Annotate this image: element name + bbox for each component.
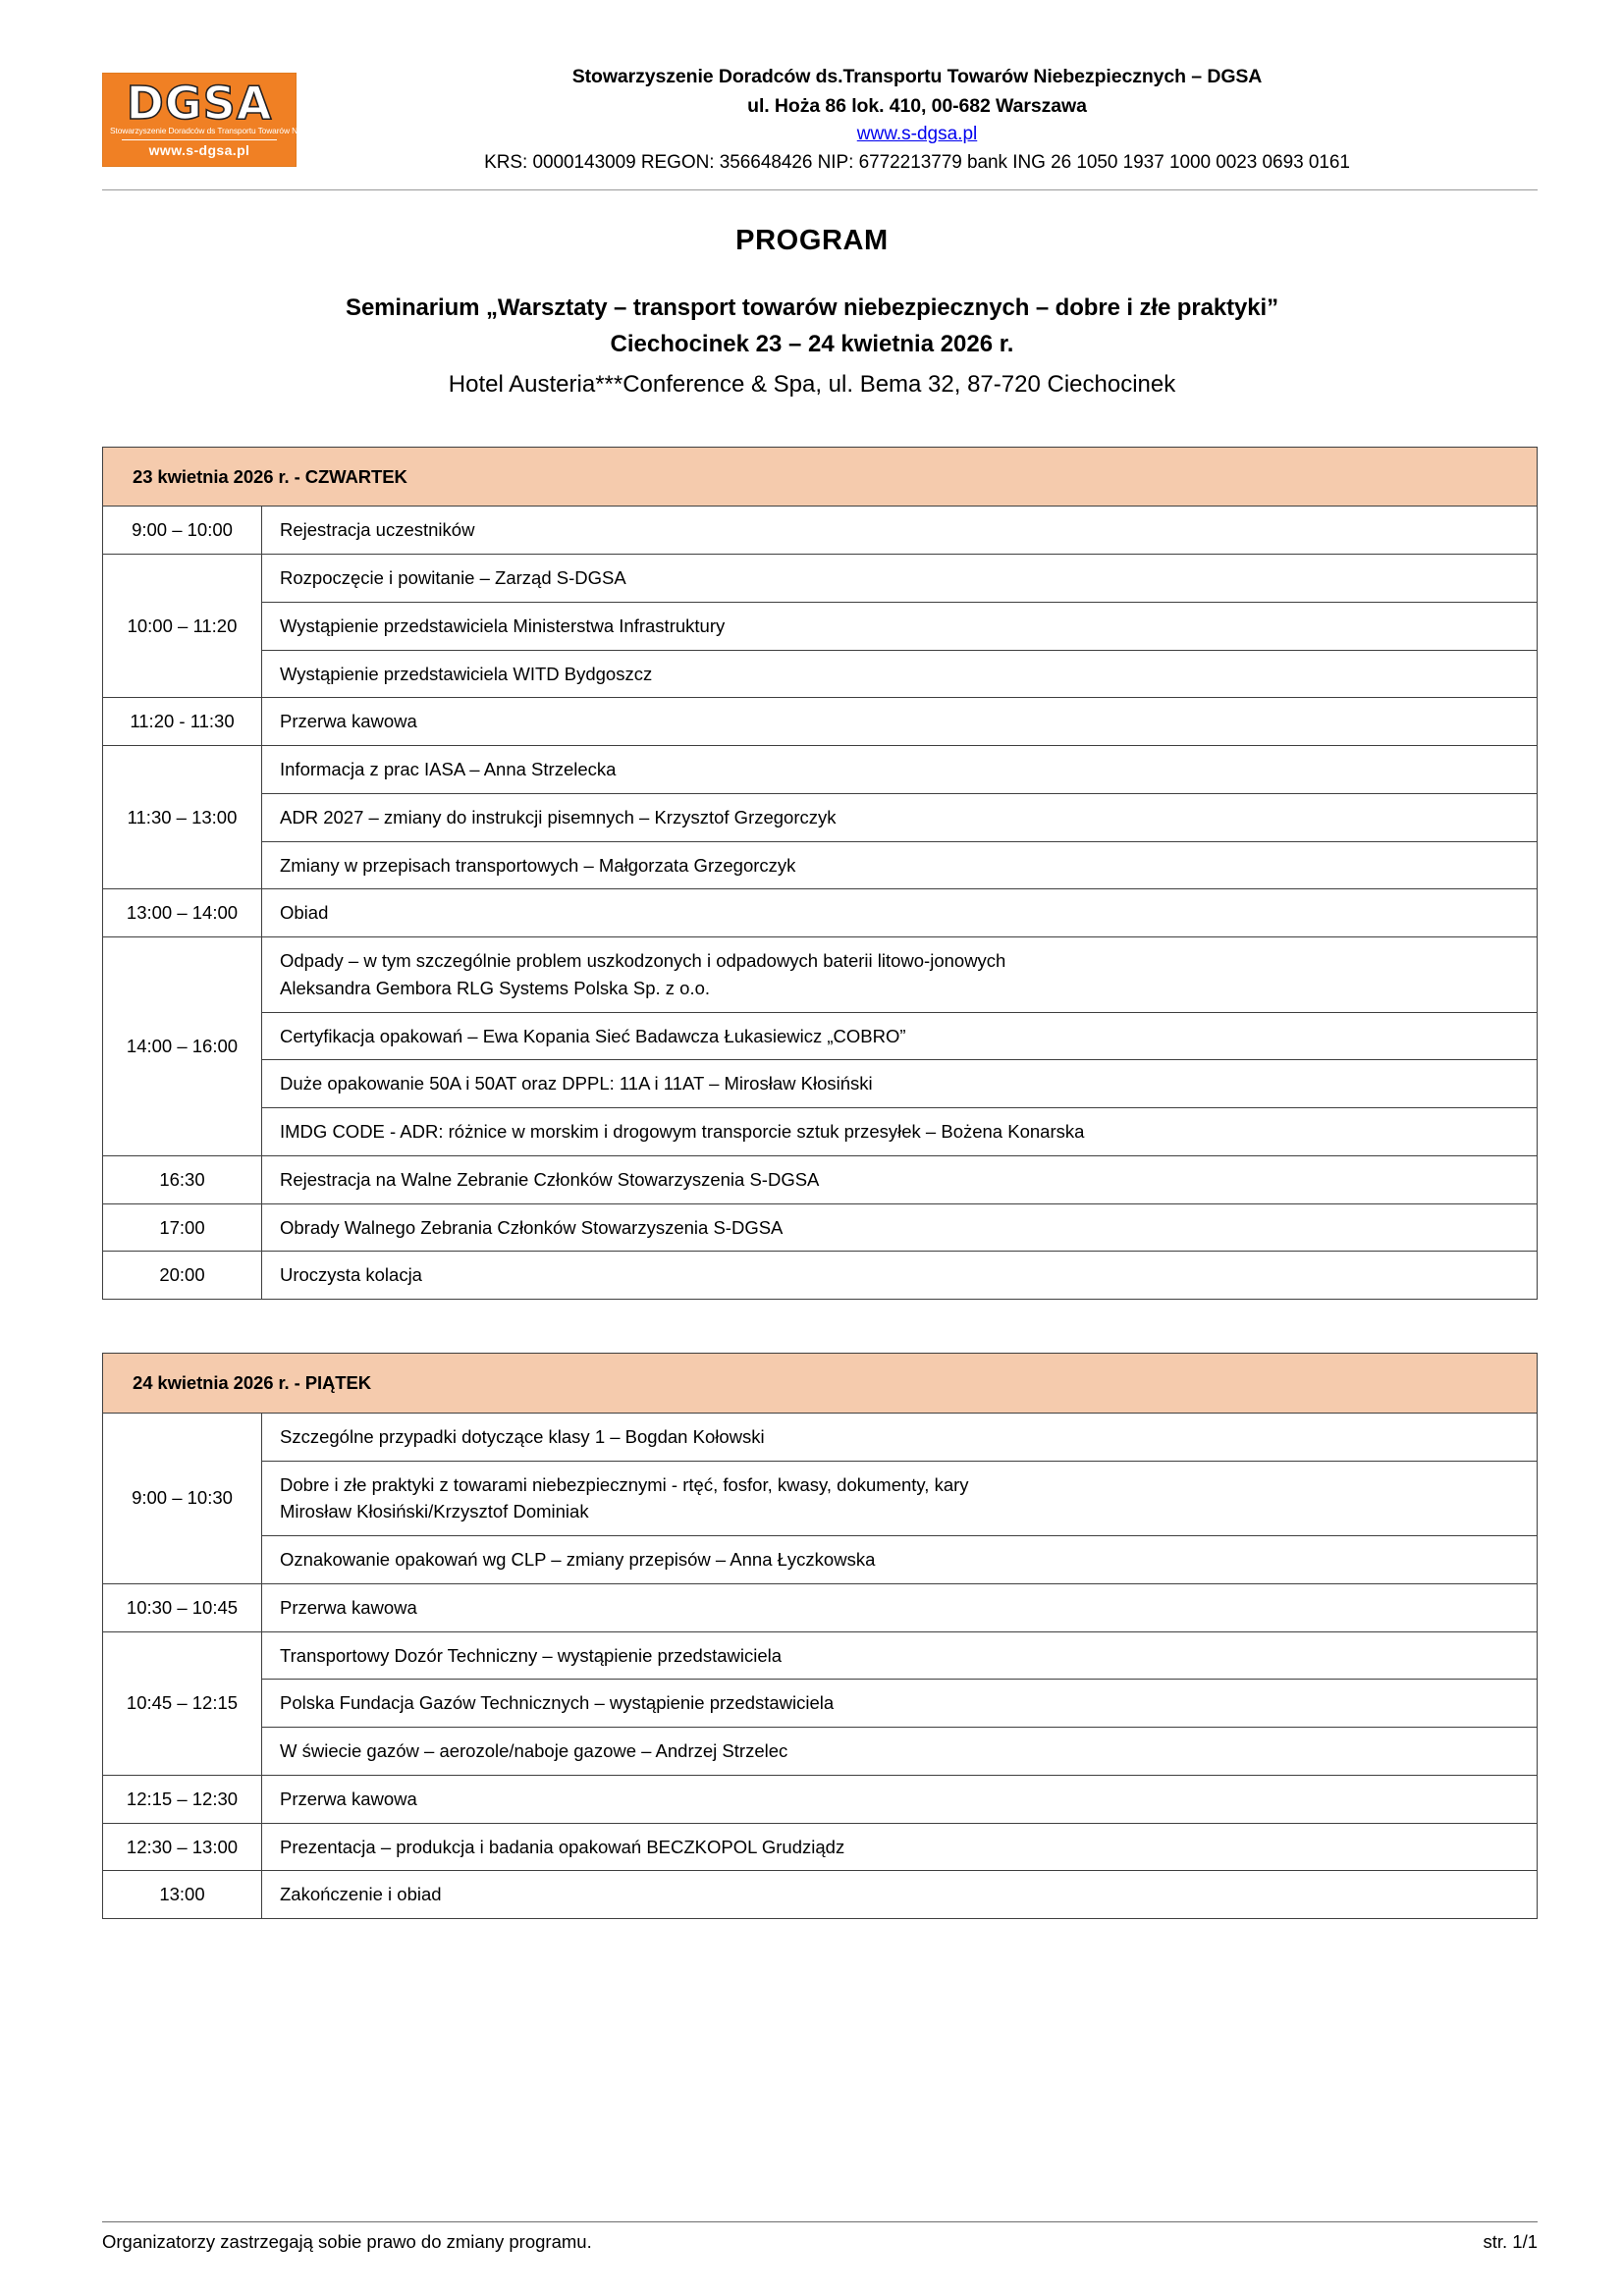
schedule-item-cell: [262, 1775, 1538, 1823]
table-row: [103, 1728, 1538, 1776]
table-row: [103, 841, 1538, 889]
schedule-item-cell: [262, 889, 1538, 937]
day-header-label: 24 kwietnia 2026 r. - PIĄTEK: [103, 1354, 1538, 1414]
table-row: [103, 602, 1538, 650]
document-footer: [102, 2221, 1538, 2253]
organization-address: ul. Hoża 86 lok. 410, 00-682 Warszawa: [747, 94, 1087, 117]
schedule-time-cell: 11:30 – 13:00: [103, 746, 262, 889]
schedule-item-line: Prezentacja – produkcja i badania opakowań BECZKOPOL Grudziądz: [280, 1836, 845, 1857]
logo-wordmark: DGSA: [126, 77, 273, 130]
footer-divider: [102, 2221, 1538, 2222]
schedule-item-cell: [262, 1252, 1538, 1300]
table-row: [103, 1823, 1538, 1871]
day-header-row: [103, 1354, 1538, 1414]
schedule-item-cell: [262, 555, 1538, 603]
schedule-item-line: Oznakowanie opakowań wg CLP – zmiany przepisów – Anna Łyczkowska: [280, 1549, 876, 1571]
schedule-item-line: Przerwa kawowa: [280, 711, 417, 732]
header-divider: [102, 189, 1538, 190]
table-row: [103, 1108, 1538, 1156]
table-row: [103, 1871, 1538, 1919]
table-row: [103, 1775, 1538, 1823]
schedule-item-line: Certyfikacja opakowań – Ewa Kopania Sieć Badawcza Łukasiewicz „COBRO”: [280, 1025, 906, 1046]
seminar-dates: Ciechocinek 23 – 24 kwietnia 2026 r.: [610, 331, 1014, 358]
schedule-item-line: Przerwa kawowa: [280, 1788, 417, 1809]
table-row: [103, 889, 1538, 937]
schedule-item-line: Informacja z prac IASA – Anna Strzelecka: [280, 759, 617, 780]
table-row: [103, 1680, 1538, 1728]
schedule-item-line: Dobre i złe praktyki z towarami niebezpiecznymi - rtęć, fosfor, kwasy, dokumenty, kary: [280, 1473, 969, 1495]
organization-website-link[interactable]: www.s-dgsa.pl: [856, 124, 978, 145]
logo-box: [102, 73, 352, 167]
schedule-item-cell: [262, 1583, 1538, 1631]
footer-page-number: str. 1/1: [1483, 2231, 1538, 2252]
schedule-item-line: Rejestracja uczestników: [280, 519, 475, 541]
dgsa-logo: [102, 73, 352, 167]
schedule-item-line: Zmiany w przepisach transportowych – Małgorzata Grzegorczyk: [280, 854, 796, 876]
table-row: [103, 650, 1538, 698]
schedule-item-cell: [262, 1012, 1538, 1060]
schedule-item-cell: [262, 602, 1538, 650]
schedule-item-line: Obrady Walnego Zebrania Członków Stowarzyszenia S-DGSA: [280, 1216, 784, 1238]
document-header: [0, 0, 1624, 177]
table-row: [103, 1583, 1538, 1631]
organization-name: Stowarzyszenie Doradców ds.Transportu Towarów Niebezpiecznych – DGSA: [571, 66, 1263, 87]
schedule-time-cell: 13:00 – 14:00: [103, 889, 262, 937]
schedule-item-cell: [262, 1680, 1538, 1728]
schedule-item-cell: [262, 650, 1538, 698]
schedule-item-cell: [262, 698, 1538, 746]
seminar-venue: Hotel Austeria***Conference & Spa, ul. Bema 32, 87-720 Ciechocinek: [448, 371, 1176, 399]
schedule-item-cell: [262, 1823, 1538, 1871]
table-spacer: [0, 1300, 1624, 1353]
schedule-item-line: Wystąpienie przedstawiciela Ministerstwa Infrastruktury: [280, 614, 726, 636]
day2-table-wrapper: [102, 1353, 1538, 1919]
schedule-time-cell: 10:45 – 12:15: [103, 1631, 262, 1775]
schedule-item-cell: [262, 1155, 1538, 1203]
schedule-item-line: Odpady – w tym szczególnie problem uszkodzonych i odpadowych baterii litowo-jonowych: [280, 950, 1006, 972]
table-row: [103, 1155, 1538, 1203]
table-row: [103, 507, 1538, 555]
schedule-item-cell: [262, 1871, 1538, 1919]
table-row: [103, 698, 1538, 746]
logo-divider: [122, 139, 277, 140]
schedule-item-line: IMDG CODE - ADR: różnice w morskim i drogowym transporcie sztuk przesyłek – Bożena Konarska: [280, 1121, 1085, 1143]
schedule-item-line: ADR 2027 – zmiany do instrukcji pisemnych – Krzysztof Grzegorczyk: [280, 806, 837, 828]
schedule-item-line: Rejestracja na Walne Zebranie Członków Stowarzyszenia S-DGSA: [280, 1168, 820, 1190]
schedule-item-cell: [262, 1060, 1538, 1108]
schedule-time-cell: 13:00: [103, 1871, 262, 1919]
day2-program-table: [102, 1353, 1538, 1919]
table-row: [103, 1461, 1538, 1536]
organization-identifiers: KRS: 0000143009 REGON: 356648426 NIP: 6772213779 bank ING 26 1050 1937 1000 0023 0693 0161: [484, 151, 1350, 173]
day1-table-wrapper: [102, 447, 1538, 1301]
schedule-item-line: W świecie gazów – aerozole/naboje gazowe – Andrzej Strzelec: [280, 1740, 788, 1762]
table-row: [103, 1060, 1538, 1108]
schedule-time-cell: 20:00: [103, 1252, 262, 1300]
schedule-item-line: Szczególne przypadki dotyczące klasy 1 – Bogdan Kołowski: [280, 1425, 765, 1447]
schedule-time-cell: 14:00 – 16:00: [103, 937, 262, 1156]
table-row: [103, 1413, 1538, 1461]
schedule-item-cell: [262, 841, 1538, 889]
table-row: [103, 555, 1538, 603]
day-header-row: [103, 447, 1538, 507]
schedule-time-cell: 10:00 – 11:20: [103, 555, 262, 698]
schedule-time-cell: 10:30 – 10:45: [103, 1583, 262, 1631]
table-row: [103, 746, 1538, 794]
schedule-item-cell: [262, 1413, 1538, 1461]
schedule-item-subline: Mirosław Kłosiński/Krzysztof Dominiak: [280, 1501, 589, 1522]
schedule-time-cell: 9:00 – 10:00: [103, 507, 262, 555]
schedule-item-cell: [262, 1108, 1538, 1156]
schedule-item-cell: [262, 793, 1538, 841]
table-row: [103, 1631, 1538, 1680]
schedule-item-subline: Aleksandra Gembora RLG Systems Polska Sp. z o.o.: [280, 977, 711, 998]
logo-url: www.s-dgsa.pl: [148, 142, 250, 159]
schedule-time-cell: 16:30: [103, 1155, 262, 1203]
table-row: [103, 937, 1538, 1013]
schedule-item-line: Obiad: [280, 902, 329, 924]
table-row: [103, 1203, 1538, 1252]
table-row: [103, 1012, 1538, 1060]
title-block: [0, 224, 1624, 402]
table-row: [103, 793, 1538, 841]
day-header-label: 23 kwietnia 2026 r. - CZWARTEK: [103, 447, 1538, 507]
schedule-item-cell: [262, 1631, 1538, 1680]
schedule-item-line: Duże opakowanie 50A i 50AT oraz DPPL: 11A i 11AT – Mirosław Kłosiński: [280, 1073, 873, 1095]
schedule-item-cell: [262, 937, 1538, 1013]
logo-tagline: Stowarzyszenie Doradców ds Transportu Towarów Niebezpiecznych: [110, 126, 352, 136]
schedule-item-line: Przerwa kawowa: [280, 1596, 417, 1618]
schedule-item-line: Polska Fundacja Gazów Technicznych – wystąpienie przedstawiciela: [280, 1692, 835, 1714]
schedule-time-cell: 17:00: [103, 1203, 262, 1252]
page-title: PROGRAM: [735, 225, 889, 257]
day1-program-table: [102, 447, 1538, 1301]
schedule-item-cell: [262, 1728, 1538, 1776]
schedule-item-line: Uroczysta kolacja: [280, 1264, 422, 1286]
schedule-item-cell: [262, 1536, 1538, 1584]
schedule-item-line: Wystąpienie przedstawiciela WITD Bydgoszcz: [280, 663, 653, 684]
schedule-time-cell: 9:00 – 10:30: [103, 1413, 262, 1583]
schedule-item-cell: [262, 1461, 1538, 1536]
schedule-item-line: Zakończenie i obiad: [280, 1884, 442, 1905]
schedule-time-cell: 11:20 - 11:30: [103, 698, 262, 746]
table-row: [103, 1252, 1538, 1300]
table-row: [103, 1536, 1538, 1584]
schedule-item-cell: [262, 507, 1538, 555]
schedule-item-cell: [262, 1203, 1538, 1252]
schedule-item-cell: [262, 746, 1538, 794]
seminar-title: Seminarium „Warsztaty – transport towarów niebezpiecznych – dobre i złe praktyki”: [346, 294, 1278, 322]
schedule-time-cell: 12:15 – 12:30: [103, 1775, 262, 1823]
schedule-time-cell: 12:30 – 13:00: [103, 1823, 262, 1871]
schedule-item-line: Rozpoczęcie i powitanie – Zarząd S-DGSA: [280, 567, 626, 589]
footer-disclaimer: Organizatorzy zastrzegają sobie prawo do zmiany programu.: [102, 2231, 592, 2252]
header-text-block: [297, 57, 1538, 177]
schedule-item-line: Transportowy Dozór Techniczny – wystąpienie przedstawiciela: [280, 1644, 783, 1666]
